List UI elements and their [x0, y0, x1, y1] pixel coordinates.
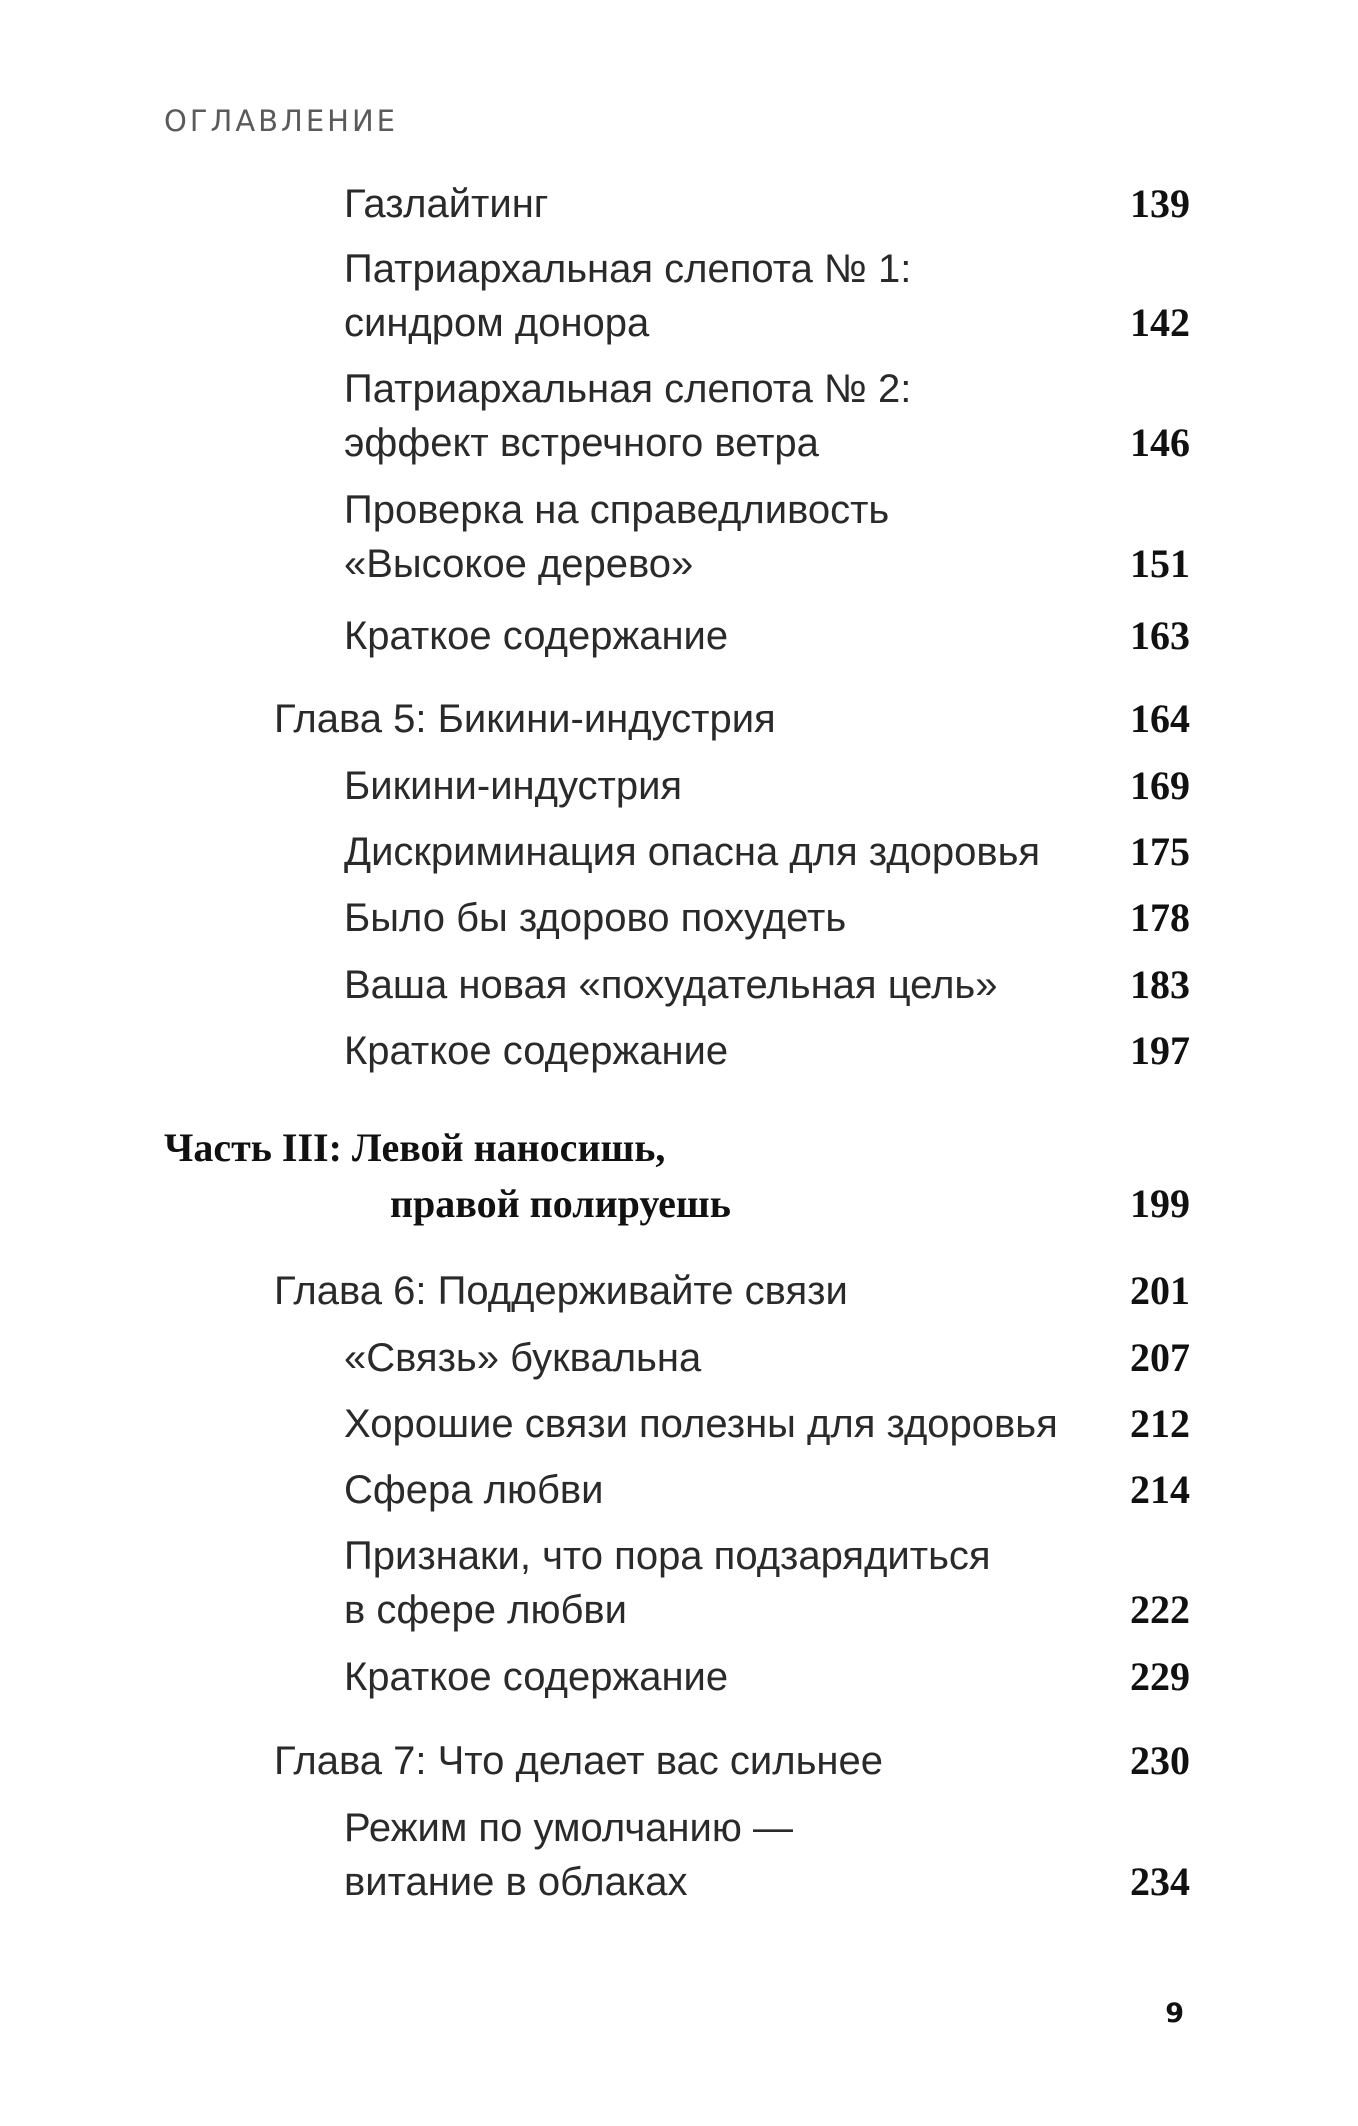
- toc-chapter-entry[interactable]: [274, 692, 1190, 746]
- toc-entry[interactable]: [344, 1331, 1190, 1385]
- toc-entry[interactable]: [344, 1801, 1190, 1909]
- toc-entry-title: Было бы здорово похудеть: [344, 896, 847, 940]
- toc-chapter-title: Глава 6: Поддерживайте связи: [274, 1269, 848, 1313]
- toc-chapter-title: Глава 5: Бикини-индустрия: [274, 697, 776, 741]
- toc-chapter-entry[interactable]: [274, 1264, 1190, 1318]
- toc-page-number: 142: [1130, 300, 1190, 345]
- toc-entry-title: Краткое содержание: [344, 1029, 729, 1073]
- toc-page-number: 199: [1130, 1181, 1190, 1226]
- toc-page-number: 230: [1130, 1738, 1190, 1783]
- toc-entry-title: Газлайтинг: [344, 182, 549, 226]
- toc-entry[interactable]: [344, 825, 1190, 879]
- toc-page-number: 178: [1130, 895, 1190, 940]
- toc-page-number: 164: [1130, 696, 1190, 741]
- toc-entry-title: Режим по умолчанию — витание в облаках: [344, 1806, 793, 1904]
- toc-entry[interactable]: [344, 958, 1190, 1012]
- toc-entry[interactable]: [344, 177, 1190, 231]
- toc-entry-title: Признаки, что пора подзарядиться в сфере любви: [344, 1534, 991, 1632]
- toc-entry[interactable]: [344, 1529, 1190, 1637]
- toc-entry-title: Дискриминация опасна для здоровья: [344, 830, 1041, 874]
- toc-entry[interactable]: [344, 609, 1190, 663]
- toc-page-number: 197: [1130, 1028, 1190, 1073]
- toc-page-number: 139: [1130, 181, 1190, 226]
- toc-entry[interactable]: [344, 483, 1190, 591]
- toc-page-number: 229: [1130, 1654, 1190, 1699]
- toc-entry[interactable]: [344, 242, 1190, 350]
- toc-page-number: 214: [1130, 1467, 1190, 1512]
- toc-entry[interactable]: [344, 1463, 1190, 1517]
- toc-page-number: 183: [1130, 962, 1190, 1007]
- toc-entry-title: Краткое содержание: [344, 614, 729, 658]
- toc-page-number: 163: [1130, 613, 1190, 658]
- toc-entry-title: Патриархальная слепота № 1: синдром донора: [344, 247, 912, 345]
- toc-entry-title: Хорошие связи полезны для здоровья: [344, 1402, 1058, 1446]
- toc-entry-title: «Связь» буквальна: [344, 1336, 702, 1380]
- toc-page-number: 175: [1130, 829, 1190, 874]
- toc-page-number: 201: [1130, 1268, 1190, 1313]
- toc-entry-title: Патриархальная слепота № 2: эффект встречного ветра: [344, 367, 912, 465]
- toc-entry[interactable]: [344, 891, 1190, 945]
- toc-chapter-title: Глава 7: Что делает вас сильнее: [274, 1739, 883, 1783]
- toc-entry-title: Сфера любви: [344, 1468, 604, 1512]
- toc-entry-title: Проверка на справедливость «Высокое дерево»: [344, 488, 890, 586]
- toc-part-title-line1: Часть III: Левой наносишь,: [164, 1125, 666, 1170]
- page-number: 9: [1165, 1998, 1184, 2029]
- toc-page-number: 222: [1130, 1587, 1190, 1632]
- running-header: ОГЛАВЛЕНИЕ: [164, 104, 399, 138]
- toc-entry[interactable]: [344, 362, 1190, 470]
- toc-page-number: 146: [1130, 420, 1190, 465]
- toc-page-number: 169: [1130, 763, 1190, 808]
- toc-page-number: 212: [1130, 1401, 1190, 1446]
- toc-chapter-entry[interactable]: [274, 1734, 1190, 1788]
- toc-entry[interactable]: [344, 1024, 1190, 1078]
- toc-part-title-line2: правой полируешь: [390, 1181, 731, 1226]
- toc-page-number: 234: [1130, 1859, 1190, 1904]
- toc-part-entry[interactable]: [164, 1120, 1190, 1232]
- toc-page-number: 151: [1130, 541, 1190, 586]
- toc-entry-title: Краткое содержание: [344, 1655, 729, 1699]
- toc-entry[interactable]: [344, 1650, 1190, 1704]
- toc-entry-title: Ваша новая «похудательная цель»: [344, 963, 998, 1007]
- toc-page-number: 207: [1130, 1335, 1190, 1380]
- toc-entry[interactable]: [344, 1397, 1190, 1451]
- toc-entry-title: Бикини-индустрия: [344, 764, 683, 808]
- toc-entry[interactable]: [344, 759, 1190, 813]
